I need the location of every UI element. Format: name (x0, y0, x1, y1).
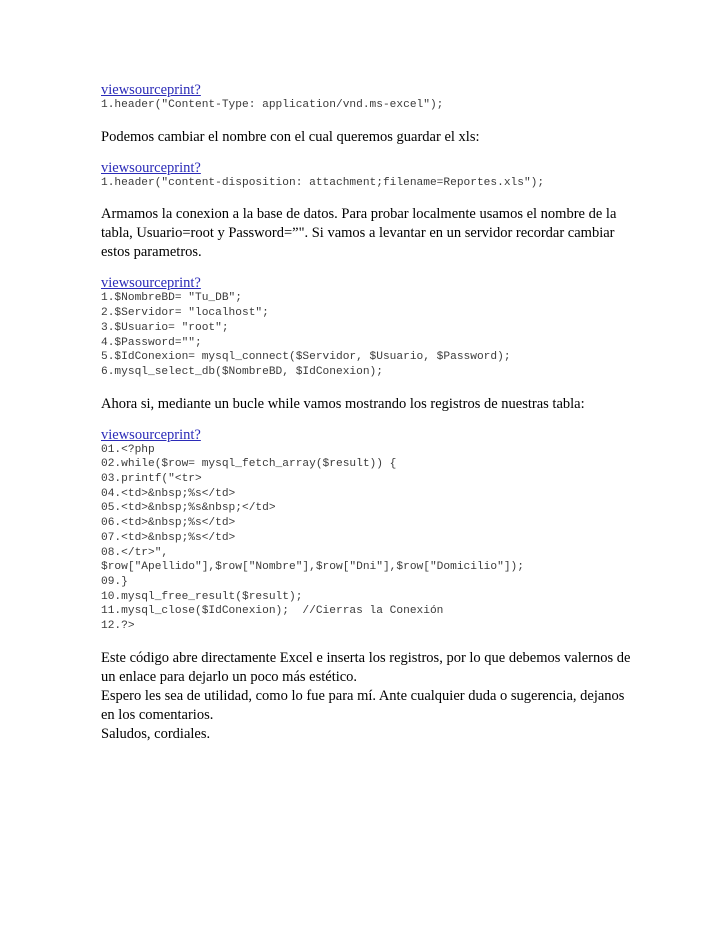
paragraph-line: Espero les sea de utilidad, como lo fue para mí. Ante cualquier duda o sugerencia, dejanos (101, 687, 625, 704)
code-block (101, 98, 631, 113)
code-line: 1.header("content-disposition: attachment;filename=Reportes.xls"); (101, 176, 545, 189)
code-line: 01.<?php (101, 443, 155, 456)
code-block (101, 443, 631, 634)
code-block (101, 176, 631, 191)
paragraph-line: Ahora si, mediante un bucle while vamos mostrando los registros de nuestras tabla: (101, 395, 585, 412)
paragraph-line: estos parametros. (101, 244, 202, 261)
code-line: 05.<td>&nbsp;%s&nbsp;</td> (101, 502, 276, 515)
paragraph-line: Este código abre directamente Excel e inserta los registros, por lo que debemos valernos de (101, 649, 631, 666)
code-line: 07.<td>&nbsp;%s</td> (101, 531, 236, 544)
code-line: 3.$Usuario= "root"; (101, 321, 229, 334)
code-line: 06.<td>&nbsp;%s</td> (101, 517, 236, 530)
document-content (101, 82, 631, 744)
code-line: 5.$IdConexion= mysql_connect($Servidor, $Usuario, $Password); (101, 351, 511, 364)
code-line: $row["Apellido"],$row["Nombre"],$row["Dni"],$row["Domicilio"]); (101, 561, 524, 574)
paragraph (101, 128, 631, 147)
code-line: 1.header("Content-Type: application/vnd.ms-excel"); (101, 99, 444, 111)
code-block (101, 291, 631, 379)
view-source-print-link[interactable]: viewsourceprint? (101, 159, 201, 176)
paragraph-line: un enlace para dejarlo un poco más estético. (101, 668, 358, 685)
code-line: 02.while($row= mysql_fetch_array($result)) { (101, 458, 397, 471)
paragraph (101, 205, 631, 262)
code-line: 09.} (101, 575, 128, 588)
code-line: 2.$Servidor= "localhost"; (101, 307, 269, 320)
code-line: 6.mysql_select_db($NombreBD, $IdConexion); (101, 365, 383, 378)
paragraph (101, 395, 631, 414)
view-source-print-link[interactable]: viewsourceprint? (101, 82, 201, 98)
paragraph-line: tabla, Usuario=root y Password=”". Si vamos a levantar en un servidor recordar cambiar (101, 225, 615, 242)
paragraph (101, 649, 631, 744)
paragraph-line: Saludos, cordiales. (101, 725, 211, 742)
view-source-print-link[interactable]: viewsourceprint? (101, 426, 201, 443)
code-line: 12.?> (101, 620, 135, 633)
paragraph-line: Podemos cambiar el nombre con el cual queremos guardar el xls: (101, 128, 480, 145)
paragraph-line: Armamos la conexion a la base de datos. Para probar localmente usamos el nombre de la (101, 206, 617, 223)
paragraph-line: en los comentarios. (101, 706, 214, 723)
code-line: 1.$NombreBD= "Tu_DB"; (101, 292, 242, 305)
code-line: 04.<td>&nbsp;%s</td> (101, 487, 236, 500)
view-source-print-link[interactable]: viewsourceprint? (101, 275, 201, 292)
code-line: 03.printf("<tr> (101, 473, 202, 486)
code-line: 11.mysql_close($IdConexion); //Cierras la Conexión (101, 605, 444, 618)
code-line: 4.$Password=""; (101, 336, 202, 349)
code-line: 10.mysql_free_result($result); (101, 590, 303, 603)
code-line: 08.</tr>", (101, 546, 169, 559)
